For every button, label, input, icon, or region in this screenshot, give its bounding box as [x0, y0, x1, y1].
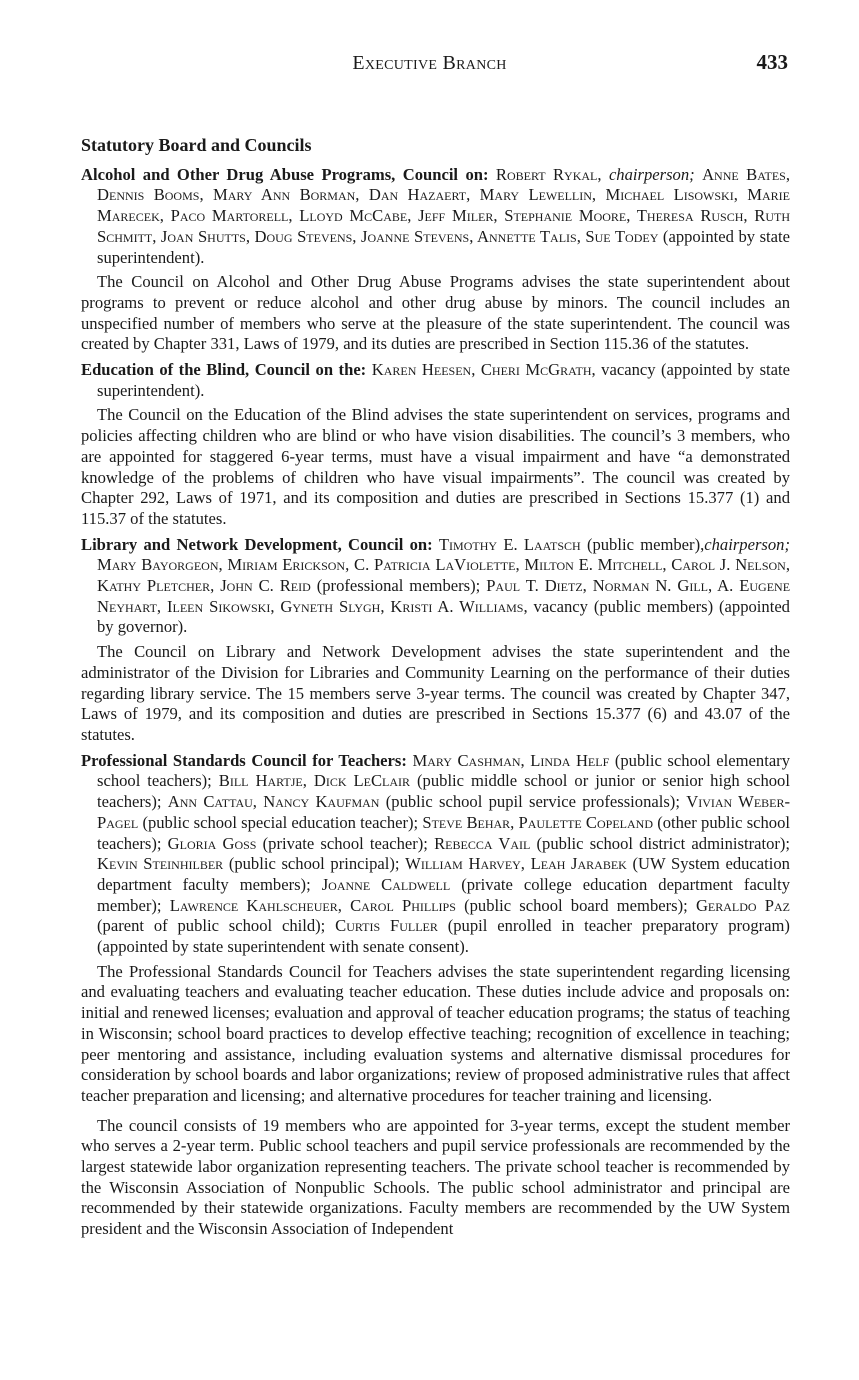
alcohol-council-chair: Robert Rykal,: [495, 164, 602, 184]
library-council-description: The Council on Library and Network Development advises the state superintendent and the administrator of the Division for Libraries and Community Learning on the performance of their duties regarding library service. The 15 members serve 3-year terms. The council was created by Chapter 347, Laws of 1979, and its composition and duties are prescribed in Sections 15.377 (6) and 43.07 of the statutes.: [81, 642, 790, 744]
teachers-council-member-role: (public school board members);: [464, 895, 688, 915]
alcohol-council-chair-role: chairperson;: [608, 164, 695, 184]
library-council-appointment: vacancy (public members) (appointed by governor).: [97, 596, 790, 637]
teachers-council-member-names: Ann Cattau, Nancy Kaufman: [167, 792, 380, 812]
alcohol-council-entry: [81, 165, 790, 269]
blind-council-appointment: vacancy (appointed by state superintendent).: [97, 360, 790, 400]
section-heading: Statutory Board and Councils: [81, 135, 312, 155]
teachers-council-member-names: William Harvey, Leah Jarabek: [405, 854, 627, 874]
library-council-professional-note: (professional members);: [316, 576, 481, 596]
page-body: [81, 135, 790, 1245]
blind-council-description: The Council on the Education of the Blind advises the state superintendent on services, programs and policies affecting children who are blind or who have vision disabilities. The council’s 3 members, who are appointed for staggered 6-year terms, must have a visual impairment and have “a demonstrated knowledge of the problems of children who have visual impairments”. The council was created by Chapter 292, Laws of 1971, and its composition and duties are prescribed in Sections 15.377 (1) and 115.37 of the statutes.: [81, 405, 790, 528]
alcohol-council-title: Alcohol and Other Drug Abuse Programs, Council on:: [81, 164, 489, 184]
teachers-council-entry: [81, 751, 790, 958]
teachers-council-member-names: Rebecca Vail: [434, 833, 531, 853]
teachers-council-member-names: Curtis Fuller: [335, 916, 438, 936]
teachers-council-member-role: (public school pupil service professionals);: [385, 792, 680, 812]
alcohol-council-appointment: (appointed by state superintendent).: [97, 226, 790, 267]
teachers-council-title: Professional Standards Council for Teachers:: [81, 750, 407, 770]
library-council-professional-members: Mary Bayorgeon, Miriam Erickson, C. Patricia LaViolette, Milton E. Mitchell, Carol J. Nelson, Kathy Pletcher, John C. Reid: [97, 555, 790, 596]
page-number: 433: [756, 50, 788, 74]
teachers-council-member-role: (public school special education teacher);: [142, 812, 419, 832]
blind-council-entry: [81, 360, 790, 401]
library-council-title: Library and Network Development, Council on:: [81, 534, 433, 554]
library-council-chair-note: (public member),: [586, 534, 705, 554]
blind-council-title: Education of the Blind, Council on the:: [81, 360, 367, 380]
teachers-council-member-names: Steve Behar, Paulette Copeland: [422, 812, 653, 832]
alcohol-council-description: The Council on Alcohol and Other Drug Abuse Programs advises the state superintendent about programs to prevent or reduce alcohol and other drug abuse by minors. The council includes an unspecified number of members who serve at the pleasure of the state superintendent. The council was created by Chapter 331, Laws of 1979, and its duties are prescribed in Section 115.36 of the statutes.: [81, 272, 790, 354]
running-title: Executive Branch: [352, 52, 507, 74]
teachers-council-description-1: The Professional Standards Council for Teachers advises the state superintendent regarding licensing and evaluating teachers and evaluating teacher education. These duties include advice and proposals on: initial and renewed licenses; evaluation and approval of teacher education programs; the status of teaching in Wisconsin; school board practices to develop effective teaching; recognition of excellence in teaching; peer mentoring and assistance, including evaluation systems and alternative dismissal procedures for consideration by school boards and labor organizations; review of proposed administrative rules that affect teacher preparation and licensing; and alternative procedures for teacher training and licensing.: [81, 961, 790, 1105]
teachers-council-member-names: Mary Cashman, Linda Helf: [412, 750, 610, 770]
teachers-council-member-role: (parent of public school child);: [97, 916, 326, 936]
library-council-chair-role: chairperson;: [704, 534, 790, 554]
teachers-council-member-names: Gloria Goss: [167, 833, 257, 853]
blind-council-members: Karen Heesen, Cheri McGrath,: [371, 360, 596, 380]
teachers-council-member-role: (private college education department faculty member);: [97, 874, 790, 915]
teachers-council-description-2: The council consists of 19 members who are appointed for 3-year terms, except the student member who serves a 2-year term. Public school teachers and pupil service professionals are recommended by the largest statewide labor organization representing teachers. The private school teacher is recommended by the Wisconsin Association of Nonpublic Schools. The public school administrator and principal are recommended by their statewide organizations. Faculty members are recommended by the UW System president and the Wisconsin Association of Independent: [81, 1115, 790, 1239]
library-council-public-members: Paul T. Dietz, Norman N. Gill, A. Eugene Neyhart, Ileen Sikowski, Gyneth Slygh, Kristi A. Williams,: [97, 576, 791, 616]
teachers-council-member-names: Vivian Weber-Pagel: [97, 792, 791, 832]
teachers-council-member-names: Joanne Caldwell: [321, 874, 451, 894]
teachers-council-member-role: (public middle school or junior or senior high school teachers);: [97, 771, 790, 812]
alcohol-council-members: Anne Bates, Dennis Booms, Mary Ann Borman, Dan Hazaert, Mary Lewellin, Michael Lisowski, Marie Marecek, Paco Martorell, Lloyd McCabe, Jeff Miler, Stephanie Moore, Theresa Rusch, Ruth Schmitt, Joan Shutts, Doug Stevens, Joanne Stevens, Annette Talis, Sue Todey: [97, 164, 791, 246]
teachers-council-member-names: Kevin Steinhilber: [97, 854, 224, 874]
library-council-entry: [81, 535, 790, 639]
teachers-council-member-role: (public school elementary school teachers);: [97, 750, 791, 791]
running-header: [0, 52, 859, 82]
teachers-council-member-role: (other public school teachers);: [97, 812, 791, 853]
teachers-council-member-role: (public school principal);: [228, 854, 400, 874]
teachers-council-member-names: Lawrence Kahlscheuer, Carol Phillips: [169, 895, 456, 915]
library-council-chair: Timothy E. Laatsch: [438, 534, 581, 554]
teachers-council-member-role: (UW System education department faculty members);: [97, 854, 790, 894]
teachers-council-member-names: Geraldo Paz: [695, 895, 790, 915]
teachers-council-member-role: (public school district administrator);: [536, 833, 791, 853]
teachers-council-member-names: Bill Hartje, Dick LeClair: [218, 771, 411, 791]
teachers-council-member-role: (private school teacher);: [262, 833, 428, 853]
teachers-council-member-role: (pupil enrolled in teacher preparatory program) (appointed by state superintendent with senate consent).: [97, 916, 790, 957]
